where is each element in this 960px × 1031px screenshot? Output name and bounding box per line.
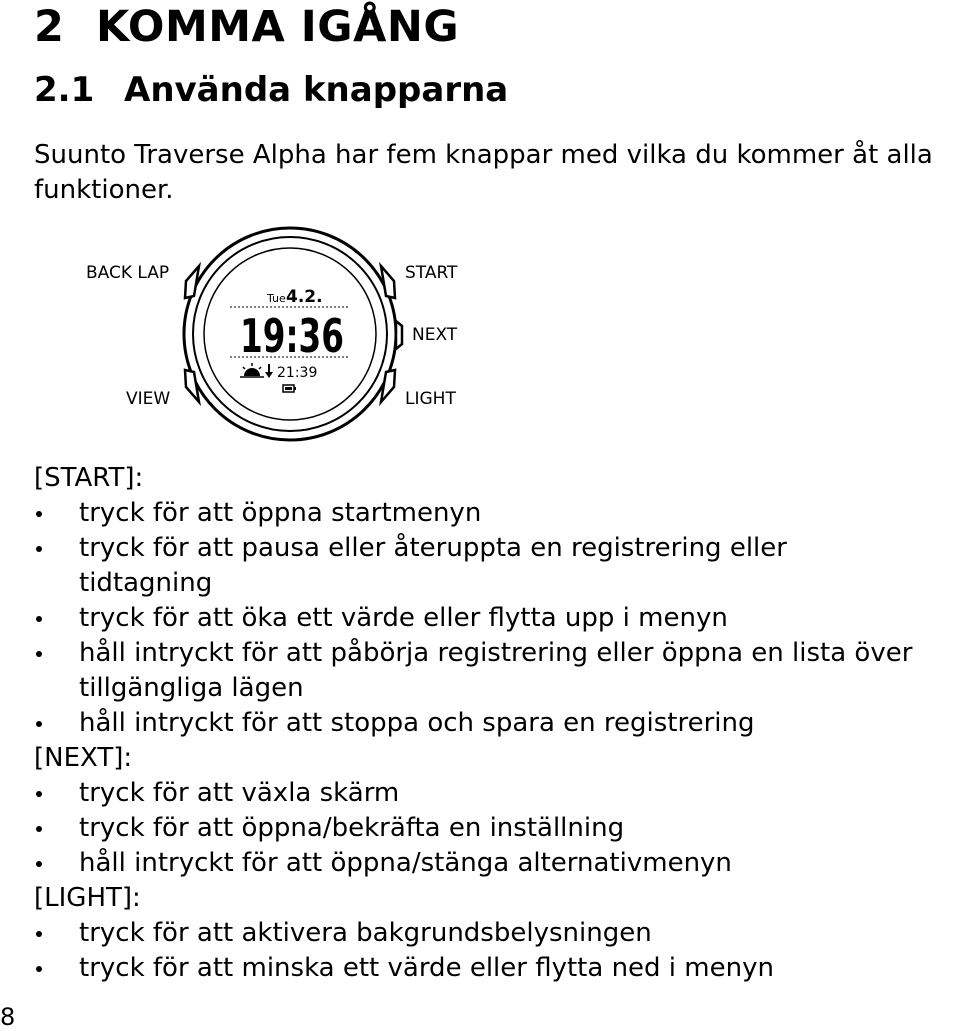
back-lap-label: BACK LAP [86, 263, 170, 283]
intro-paragraph: Suunto Traverse Alpha har fem knappar med vilka du kommer åt alla funktioner. [34, 140, 933, 205]
next-section-title: [NEXT]: [34, 743, 133, 773]
start-label: START [405, 263, 458, 283]
watch-diagram [70, 226, 490, 442]
next-function-list [34, 776, 960, 881]
next-label: NEXT [412, 325, 458, 345]
list-item: tryck för att minska ett värde eller flytta ned i menyn [34, 951, 960, 986]
watch-sunset-time: 21:39 [277, 365, 318, 381]
watch-time: 19:36 [240, 309, 344, 363]
section-title: Använda knapparna [124, 70, 509, 110]
section-heading [34, 70, 508, 110]
light-label: LIGHT [405, 389, 456, 409]
list-item: tryck för att öka ett värde eller flytta upp i menyn [34, 601, 960, 636]
start-function-list [34, 496, 960, 741]
chapter-number: 2 [34, 2, 65, 52]
light-section-title: [LIGHT]: [34, 883, 141, 913]
list-item: tryck för att aktivera bakgrundsbelysningen [34, 916, 960, 951]
start-section-title: [START]: [34, 463, 144, 493]
list-item: tryck för att öppna/bekräfta en inställning [34, 811, 960, 846]
light-function-list [34, 916, 960, 986]
chapter-title: KOMMA IGÅNG [96, 2, 460, 52]
watch-date: 4.2. [286, 287, 323, 307]
view-label: VIEW [126, 389, 171, 409]
list-item-continuation: tillgängliga lägen [79, 673, 304, 703]
list-item-continuation: tidtagning [79, 568, 213, 598]
list-item: håll intryckt för att öppna/stänga alternativmenyn [34, 846, 960, 881]
chapter-heading [34, 2, 459, 52]
button-functions [34, 461, 960, 986]
list-item: tryck för att pausa eller återuppta en registrering eller [34, 531, 960, 566]
list-item: tryck för att öppna startmenyn [34, 496, 960, 531]
list-item: håll intryckt för att stoppa och spara en registrering [34, 706, 960, 741]
list-item: tryck för att växla skärm [34, 776, 960, 811]
page-number: 8 [0, 1003, 16, 1031]
section-number: 2.1 [34, 70, 95, 110]
list-item: håll intryckt för att påbörja registrering eller öppna en lista över [34, 636, 960, 671]
watch-day: Tue [267, 292, 286, 305]
